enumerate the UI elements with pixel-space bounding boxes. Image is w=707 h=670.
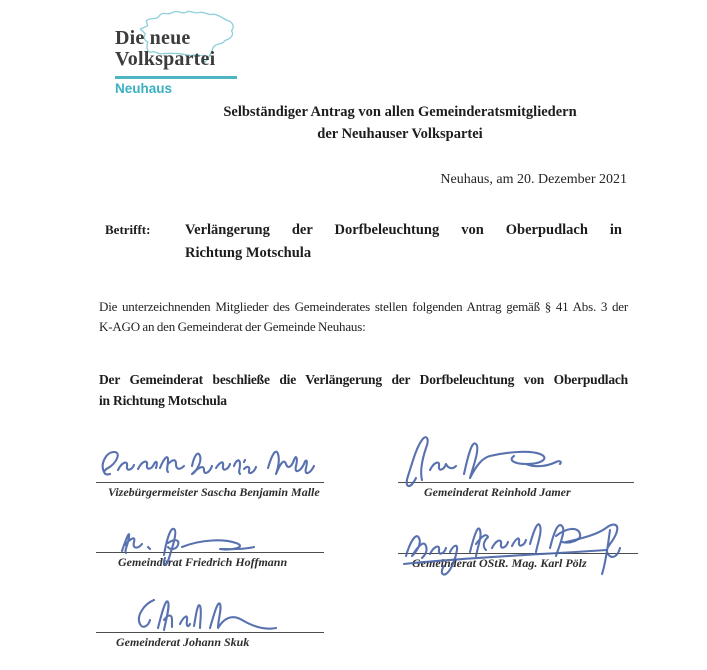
- subject-label: Betrifft:: [105, 222, 151, 237]
- signature-block-jamer: [398, 428, 634, 508]
- subject-line2: Richtung Motschula: [185, 245, 312, 261]
- subject-text: [185, 219, 622, 265]
- signature-malle-ink: [98, 438, 318, 484]
- signature-jamer-ink: [402, 428, 602, 494]
- signature-block-malle: [96, 438, 324, 508]
- resolution-paragraph: [99, 369, 628, 411]
- logo-region-label: Neuhaus: [115, 81, 173, 96]
- resolution-line1: Der Gemeinderat beschließe die Verlängerung der Dorfbeleuchtung von Oberpudlach: [99, 372, 628, 387]
- signature-caption: Vizebürgermeister Sascha Benjamin Malle: [108, 485, 320, 499]
- signature-block-poelz: [398, 512, 638, 594]
- signature-caption: Gemeinderat Johann Skuk: [116, 635, 250, 649]
- signature-skuk-ink: [114, 590, 314, 644]
- signature-block-hoffmann: [96, 521, 324, 581]
- signature-caption: Gemeinderat Friedrich Hoffmann: [118, 555, 288, 569]
- subject-line1: Verlängerung der Dorfbeleuchtung von Oberpudlach in: [185, 222, 622, 238]
- document-title: [100, 101, 700, 145]
- dateline: Neuhaus, am 20. Dezember 2021: [440, 172, 627, 187]
- logo-divider: [115, 76, 237, 79]
- title-line1: Selbständiger Antrag von allen Gemeinderatsmitgliedern: [223, 104, 577, 120]
- resolution-line2: in Richtung Motschula: [99, 393, 227, 408]
- logo-name-line2: Volkspartei: [115, 48, 216, 70]
- party-logo: [113, 6, 273, 102]
- logo-name-line1: Die neue: [115, 27, 191, 49]
- paragraph-line1: Die unterzeichnenden Mitglieder des Gemeinderates stellen folgenden Antrag gemäß § 41 Abs. 3 der: [99, 299, 628, 314]
- body-paragraph: [99, 297, 628, 336]
- paragraph-line2: K-AGO an den Gemeinderat der Gemeinde Neuhaus:: [99, 318, 366, 334]
- signature-hoffmann-ink: [112, 521, 322, 571]
- signature-poelz-ink: [398, 512, 633, 588]
- signature-caption: Gemeinderat Reinhold Jamer: [424, 485, 571, 499]
- logo-wordmark: [115, 28, 215, 70]
- title-line2: der Neuhauser Volkspartei: [317, 126, 483, 142]
- signature-block-skuk: [96, 590, 324, 656]
- signature-caption: Gemeinderat OStR. Mag. Karl Pölz: [412, 556, 587, 570]
